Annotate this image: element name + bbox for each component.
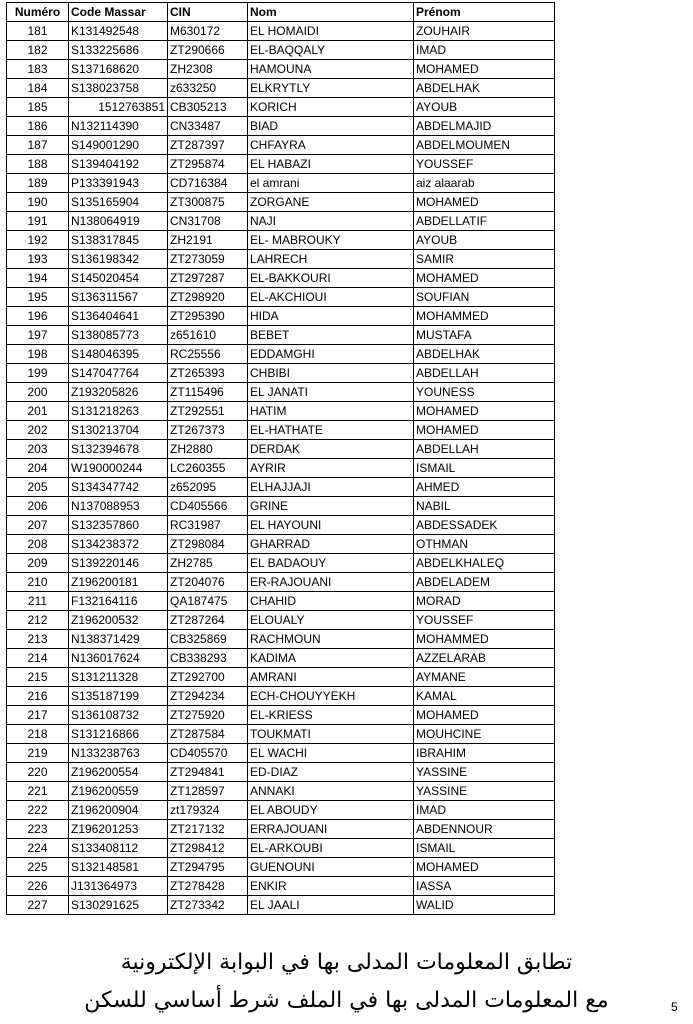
notice-line-2: مع المعلومات المدلى بها في الملف شرط أساسي للسكن [84,988,609,1013]
code-massar-cell: S136198342 [69,250,168,269]
cin-cell: ZT298412 [168,839,248,858]
cin-cell: CN33487 [168,117,248,136]
prenom-cell: ABDELLATIF [414,212,555,231]
numero-cell: 215 [7,668,69,687]
cin-cell: CB305213 [168,98,248,117]
cin-cell: z651610 [168,326,248,345]
prenom-cell: AZZELARAB [414,649,555,668]
numero-cell: 213 [7,630,69,649]
cin-cell: ZT273059 [168,250,248,269]
code-massar-cell: N137088953 [69,497,168,516]
nom-cell: EL HABAZI [248,155,414,174]
nom-cell: EL-BAKKOURI [248,269,414,288]
code-massar-cell: S134347742 [69,478,168,497]
nom-cell: GRINE [248,497,414,516]
nom-cell: KORICH [248,98,414,117]
table-row [7,231,555,250]
numero-cell: 216 [7,687,69,706]
table-row [7,497,555,516]
table-row [7,117,555,136]
code-massar-cell: N138371429 [69,630,168,649]
code-massar-cell: S138317845 [69,231,168,250]
cin-cell: ZH2308 [168,60,248,79]
prenom-cell: MOHAMED [414,706,555,725]
nom-cell: ELOUALY [248,611,414,630]
cin-cell: ZT294795 [168,858,248,877]
cin-cell: ZH2785 [168,554,248,573]
code-massar-cell: Z196200559 [69,782,168,801]
cin-cell: CD405566 [168,497,248,516]
table-row [7,364,555,383]
cin-cell: ZT217132 [168,820,248,839]
nom-cell: CHFAYRA [248,136,414,155]
prenom-cell: MOHAMMED [414,630,555,649]
prenom-cell: KAMAL [414,687,555,706]
numero-cell: 194 [7,269,69,288]
code-massar-cell: S130291625 [69,896,168,915]
numero-cell: 207 [7,516,69,535]
code-massar-cell: S136311567 [69,288,168,307]
nom-cell: NAJI [248,212,414,231]
prenom-cell: ABDELMOUMEN [414,136,555,155]
nom-cell: ANNAKI [248,782,414,801]
nom-cell: HAMOUNA [248,60,414,79]
nom-cell: EDDAMGHI [248,345,414,364]
nom-cell: EL-AKCHIOUI [248,288,414,307]
table-body [7,22,555,915]
prenom-cell: YOUSSEF [414,155,555,174]
nom-cell: LAHRECH [248,250,414,269]
table-row [7,250,555,269]
cin-cell: M630172 [168,22,248,41]
numero-cell: 218 [7,725,69,744]
code-massar-cell: S135187199 [69,687,168,706]
nom-cell: CHAHID [248,592,414,611]
numero-cell: 223 [7,820,69,839]
numero-cell: 195 [7,288,69,307]
numero-cell: 199 [7,364,69,383]
numero-cell: 224 [7,839,69,858]
nom-cell: EL HOMAIDI [248,22,414,41]
cin-cell: CB338293 [168,649,248,668]
numero-cell: 221 [7,782,69,801]
numero-cell: 212 [7,611,69,630]
nom-cell: EL JANATI [248,383,414,402]
numero-cell: 184 [7,79,69,98]
header-code-massar: Code Massar [69,3,168,22]
prenom-cell: MOHAMED [414,858,555,877]
table-row [7,649,555,668]
table-row [7,41,555,60]
numero-cell: 204 [7,459,69,478]
cin-cell: QA187475 [168,592,248,611]
code-massar-cell: S132148581 [69,858,168,877]
table-row [7,60,555,79]
student-table [6,2,555,915]
table-row [7,136,555,155]
table-row [7,193,555,212]
code-massar-cell: Z196200904 [69,801,168,820]
table-row [7,535,555,554]
cin-cell: ZT294234 [168,687,248,706]
code-massar-cell: Z196200532 [69,611,168,630]
table-row [7,573,555,592]
numero-cell: 193 [7,250,69,269]
table-row [7,877,555,896]
nom-cell: BEBET [248,326,414,345]
table-row [7,896,555,915]
nom-cell: DERDAK [248,440,414,459]
code-massar-cell: S148046395 [69,345,168,364]
numero-cell: 188 [7,155,69,174]
cin-cell: CB325869 [168,630,248,649]
prenom-cell: WALID [414,896,555,915]
header-row [7,3,555,22]
cin-cell: RC31987 [168,516,248,535]
numero-cell: 197 [7,326,69,345]
numero-cell: 222 [7,801,69,820]
numero-cell: 226 [7,877,69,896]
table-row [7,307,555,326]
prenom-cell: ABDESSADEK [414,516,555,535]
nom-cell: AMRANI [248,668,414,687]
nom-cell: ERRAJOUANI [248,820,414,839]
table-row [7,212,555,231]
numero-cell: 181 [7,22,69,41]
table-header [7,3,555,22]
code-massar-cell: S131218263 [69,402,168,421]
numero-cell: 202 [7,421,69,440]
cin-cell: ZH2880 [168,440,248,459]
prenom-cell: MORAD [414,592,555,611]
prenom-cell: MOHAMED [414,60,555,79]
prenom-cell: ABDELMAJID [414,117,555,136]
cin-cell: ZT204076 [168,573,248,592]
code-massar-cell: S130213704 [69,421,168,440]
code-massar-cell: S145020454 [69,269,168,288]
prenom-cell: aiz alaarab [414,174,555,193]
table-row [7,725,555,744]
table-row [7,98,555,117]
nom-cell: ECH-CHOUYYEKH [248,687,414,706]
table-row [7,687,555,706]
numero-cell: 187 [7,136,69,155]
cin-cell: ZT298920 [168,288,248,307]
prenom-cell: SOUFIAN [414,288,555,307]
table-row [7,402,555,421]
code-massar-cell: S139404192 [69,155,168,174]
cin-cell: LC260355 [168,459,248,478]
prenom-cell: ISMAIL [414,839,555,858]
cin-cell: ZT292551 [168,402,248,421]
prenom-cell: ABDELHAK [414,79,555,98]
code-massar-cell: S133408112 [69,839,168,858]
table-row [7,706,555,725]
numero-cell: 192 [7,231,69,250]
table-row [7,440,555,459]
prenom-cell: MUSTAFA [414,326,555,345]
numero-cell: 185 [7,98,69,117]
cin-cell: CN31708 [168,212,248,231]
table-row [7,668,555,687]
nom-cell: EL WACHI [248,744,414,763]
cin-cell: z633250 [168,79,248,98]
numero-cell: 208 [7,535,69,554]
table-row [7,288,555,307]
cin-cell: ZT292700 [168,668,248,687]
nom-cell: EL-ARKOUBI [248,839,414,858]
numero-cell: 211 [7,592,69,611]
prenom-cell: MOHAMED [414,269,555,288]
prenom-cell: ABDELADEM [414,573,555,592]
table-row [7,155,555,174]
code-massar-cell: S134238372 [69,535,168,554]
cin-cell: ZT287584 [168,725,248,744]
numero-cell: 183 [7,60,69,79]
prenom-cell: ABDENNOUR [414,820,555,839]
code-massar-cell: K131492548 [69,22,168,41]
prenom-cell: IBRAHIM [414,744,555,763]
numero-cell: 203 [7,440,69,459]
code-massar-cell: S136108732 [69,706,168,725]
table-row [7,763,555,782]
header-prenom: Prénom [414,3,555,22]
cin-cell: ZT298084 [168,535,248,554]
prenom-cell: AYOUB [414,98,555,117]
code-massar-cell: N133238763 [69,744,168,763]
nom-cell: EL JAALI [248,896,414,915]
numero-cell: 225 [7,858,69,877]
cin-cell: CD716384 [168,174,248,193]
table-row [7,744,555,763]
numero-cell: 206 [7,497,69,516]
table-row [7,345,555,364]
numero-cell: 219 [7,744,69,763]
numero-cell: 189 [7,174,69,193]
code-massar-cell: S139220146 [69,554,168,573]
prenom-cell: MOHAMED [414,402,555,421]
prenom-cell: ABDELHAK [414,345,555,364]
nom-cell: TOUKMATI [248,725,414,744]
numero-cell: 196 [7,307,69,326]
numero-cell: 205 [7,478,69,497]
nom-cell: GUENOUNI [248,858,414,877]
numero-cell: 201 [7,402,69,421]
cin-cell: ZT300875 [168,193,248,212]
table-row [7,839,555,858]
code-massar-cell: J131364973 [69,877,168,896]
numero-cell: 217 [7,706,69,725]
table-row [7,174,555,193]
cin-cell: ZT278428 [168,877,248,896]
table-row [7,630,555,649]
code-massar-cell: S137168620 [69,60,168,79]
prenom-cell: AYOUB [414,231,555,250]
numero-cell: 210 [7,573,69,592]
header-nom: Nom [248,3,414,22]
nom-cell: RACHMOUN [248,630,414,649]
cin-cell: ZT290666 [168,41,248,60]
code-massar-cell: S138023758 [69,79,168,98]
nom-cell: EL-KRIESS [248,706,414,725]
cin-cell: ZT128597 [168,782,248,801]
nom-cell: ZORGANE [248,193,414,212]
numero-cell: 209 [7,554,69,573]
cin-cell: z652095 [168,478,248,497]
cin-cell: ZH2191 [168,231,248,250]
cin-cell: ZT265393 [168,364,248,383]
prenom-cell: ABDELKHALEQ [414,554,555,573]
prenom-cell: MOHAMED [414,421,555,440]
prenom-cell: ZOUHAIR [414,22,555,41]
table-row [7,421,555,440]
prenom-cell: YOUSSEF [414,611,555,630]
numero-cell: 182 [7,41,69,60]
nom-cell: el amrani [248,174,414,193]
nom-cell: EL ABOUDY [248,801,414,820]
numero-cell: 220 [7,763,69,782]
code-massar-cell: P133391943 [69,174,168,193]
prenom-cell: ABDELLAH [414,364,555,383]
cin-cell: zt179324 [168,801,248,820]
prenom-cell: IMAD [414,41,555,60]
cin-cell: ZT294841 [168,763,248,782]
prenom-cell: YASSINE [414,782,555,801]
nom-cell: ELHAJJAJI [248,478,414,497]
header-numero: Numéro [7,3,69,22]
code-massar-cell: Z196200181 [69,573,168,592]
nom-cell: ED-DIAZ [248,763,414,782]
code-massar-cell: S133225686 [69,41,168,60]
nom-cell: EL- MABROUKY [248,231,414,250]
nom-cell: GHARRAD [248,535,414,554]
numero-cell: 186 [7,117,69,136]
code-massar-cell: 1512763851 [69,98,168,117]
code-massar-cell: S149001290 [69,136,168,155]
prenom-cell: ISMAIL [414,459,555,478]
nom-cell: BIAD [248,117,414,136]
nom-cell: EL-HATHATE [248,421,414,440]
table-row [7,269,555,288]
nom-cell: ER-RAJOUANI [248,573,414,592]
code-massar-cell: Z196201253 [69,820,168,839]
table-row [7,611,555,630]
numero-cell: 191 [7,212,69,231]
cin-cell: ZT295390 [168,307,248,326]
code-massar-cell: S132394678 [69,440,168,459]
cin-cell: ZT115496 [168,383,248,402]
nom-cell: ELKRYTLY [248,79,414,98]
nom-cell: HIDA [248,307,414,326]
table-row [7,459,555,478]
numero-cell: 214 [7,649,69,668]
code-massar-cell: S132357860 [69,516,168,535]
cin-cell: RC25556 [168,345,248,364]
prenom-cell: AYMANE [414,668,555,687]
prenom-cell: IMAD [414,801,555,820]
cin-cell: ZT267373 [168,421,248,440]
code-massar-cell: Z193205826 [69,383,168,402]
prenom-cell: YASSINE [414,763,555,782]
numero-cell: 200 [7,383,69,402]
notice-line-1: تطابق المعلومات المدلى بها في البوابة الإلكترونية [120,950,573,975]
table-row [7,554,555,573]
code-massar-cell: N132114390 [69,117,168,136]
table-row [7,478,555,497]
prenom-cell: ABDELLAH [414,440,555,459]
prenom-cell: OTHMAN [414,535,555,554]
nom-cell: KADIMA [248,649,414,668]
cin-cell: CD405570 [168,744,248,763]
table-row [7,516,555,535]
numero-cell: 198 [7,345,69,364]
code-massar-cell: W190000244 [69,459,168,478]
table-row [7,592,555,611]
nom-cell: EL-BAQQALY [248,41,414,60]
table-row [7,79,555,98]
code-massar-cell: N138064919 [69,212,168,231]
numero-cell: 190 [7,193,69,212]
nom-cell: EL HAYOUNI [248,516,414,535]
prenom-cell: AHMED [414,478,555,497]
code-massar-cell: Z196200554 [69,763,168,782]
code-massar-cell: S131211328 [69,668,168,687]
nom-cell: CHBIBI [248,364,414,383]
table-row [7,782,555,801]
cin-cell: ZT275920 [168,706,248,725]
prenom-cell: MOHAMED [414,193,555,212]
code-massar-cell: S136404641 [69,307,168,326]
nom-cell: HATIM [248,402,414,421]
prenom-cell: MOHAMMED [414,307,555,326]
table-row [7,326,555,345]
cin-cell: ZT295874 [168,155,248,174]
header-cin: CIN [168,3,248,22]
table-row [7,858,555,877]
prenom-cell: YOUNESS [414,383,555,402]
code-massar-cell: F132164116 [69,592,168,611]
cin-cell: ZT297287 [168,269,248,288]
nom-cell: EL BADAOUY [248,554,414,573]
prenom-cell: NABIL [414,497,555,516]
nom-cell: AYRIR [248,459,414,478]
numero-cell: 227 [7,896,69,915]
table-row [7,383,555,402]
code-massar-cell: N136017624 [69,649,168,668]
nom-cell: ENKIR [248,877,414,896]
prenom-cell: SAMIR [414,250,555,269]
prenom-cell: IASSA [414,877,555,896]
table-row [7,22,555,41]
code-massar-cell: S138085773 [69,326,168,345]
cin-cell: ZT287264 [168,611,248,630]
table-row [7,820,555,839]
cin-cell: ZT287397 [168,136,248,155]
cin-cell: ZT273342 [168,896,248,915]
table-row [7,801,555,820]
code-massar-cell: S131216866 [69,725,168,744]
page-number: 5 [671,1000,678,1014]
prenom-cell: MOUHCINE [414,725,555,744]
code-massar-cell: S147047764 [69,364,168,383]
code-massar-cell: S135165904 [69,193,168,212]
